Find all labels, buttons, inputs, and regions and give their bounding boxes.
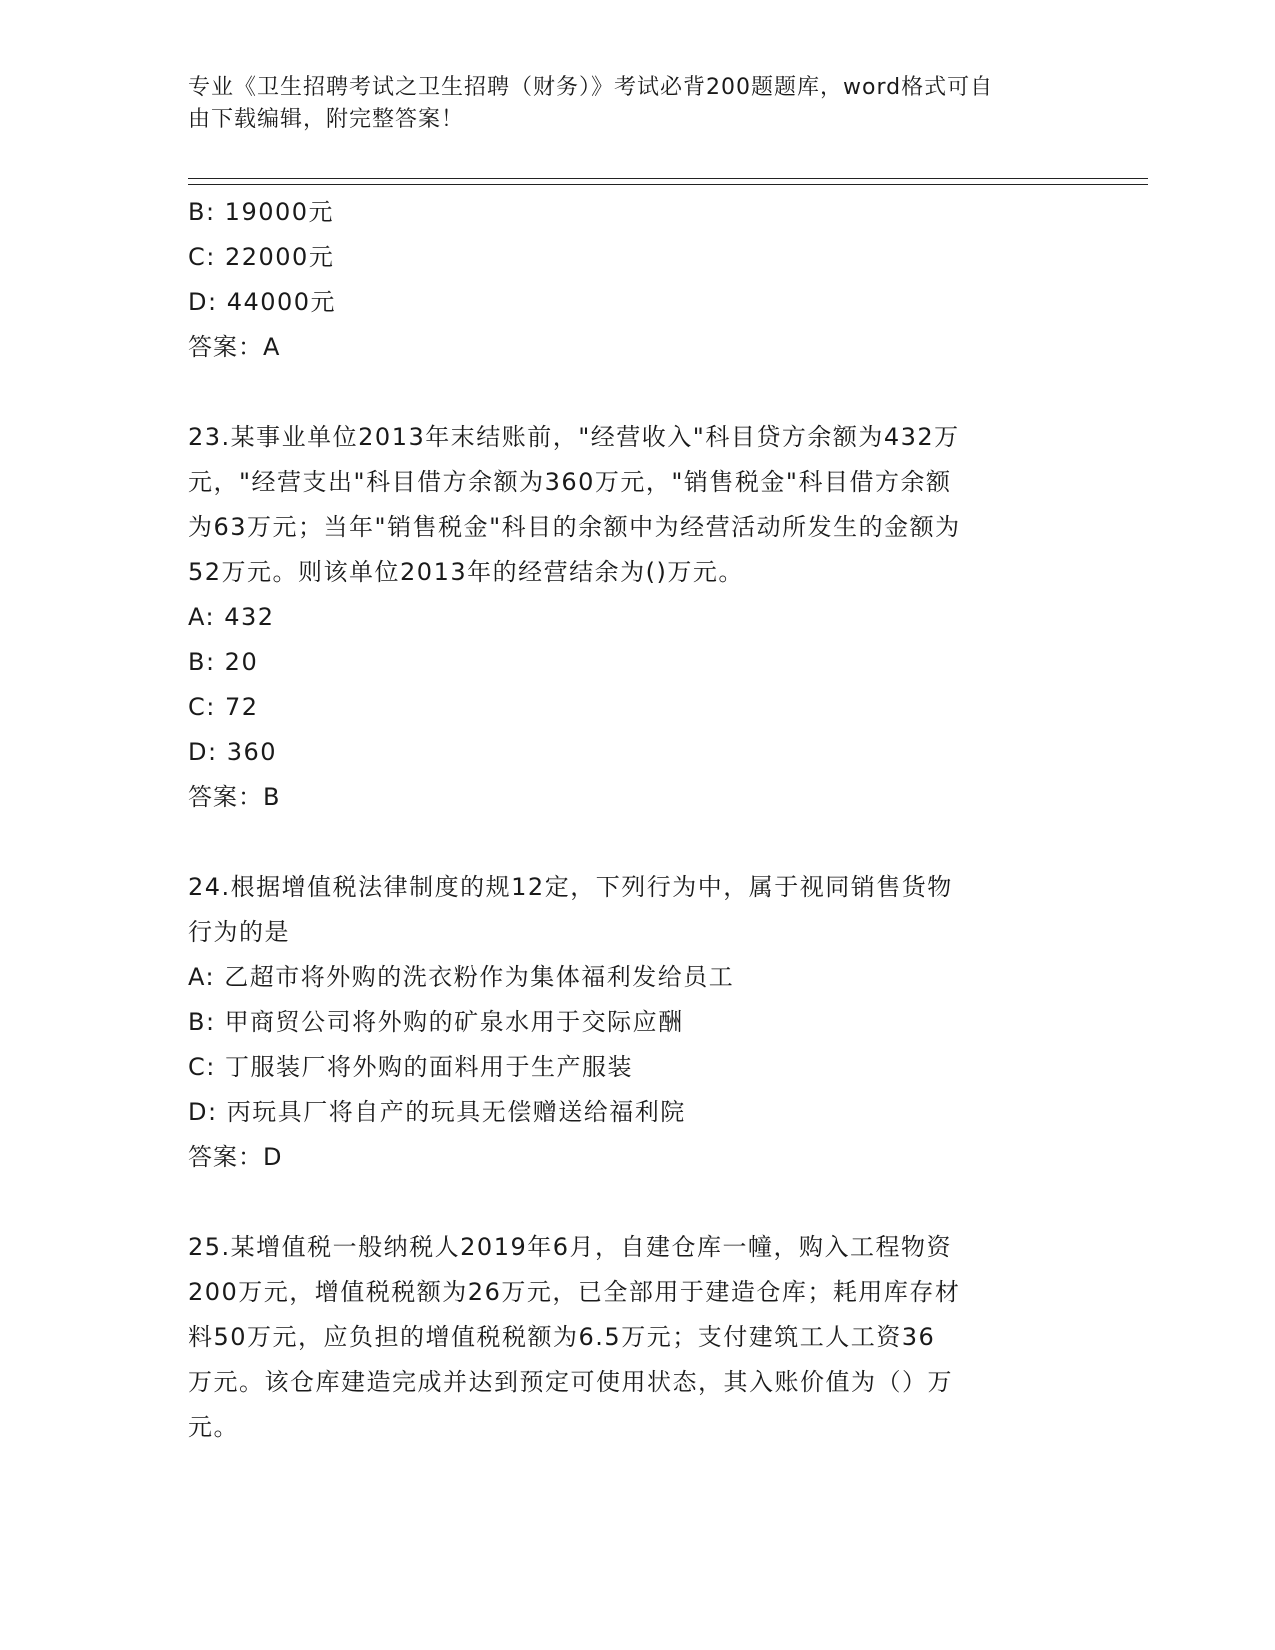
option-c: C: 22000元: [188, 243, 335, 271]
spacer: [188, 1180, 1088, 1225]
header-line-1: 专业《卫生招聘考试之卫生招聘（财务）》考试必背200题题库，word格式可自: [188, 75, 994, 100]
option-c: C: 丁服装厂将外购的面料用于生产服装: [188, 1053, 633, 1081]
question-text-line: 万元。该仓库建造完成并达到预定可使用状态，其入账价值为（）万: [188, 1368, 953, 1396]
header-divider: [188, 178, 1148, 185]
header-line-2: 由下载编辑，附完整答案！: [188, 107, 465, 132]
question-25: [188, 1225, 1088, 1450]
spacer: [188, 820, 1088, 865]
answer-label: 答案：A: [188, 333, 281, 361]
question-text-line: 200万元，增值税税额为26万元，已全部用于建造仓库；耗用库存材: [188, 1278, 961, 1306]
option-b: B: 19000元: [188, 198, 335, 226]
question-24: [188, 865, 1088, 1180]
option-d: D: 44000元: [188, 288, 337, 316]
answer-label: 答案：B: [188, 783, 281, 811]
option-c: C: 72: [188, 693, 259, 721]
option-b: B: 甲商贸公司将外购的矿泉水用于交际应酬: [188, 1008, 684, 1036]
option-b: B: 20: [188, 648, 259, 676]
question-text-line: 料50万元，应负担的增值税税额为6.5万元；支付建筑工人工资36: [188, 1323, 936, 1351]
question-text-line: 元。: [188, 1413, 239, 1441]
question-text-line: 元，"经营支出"科目借方余额为360万元，"销售税金"科目借方余额: [188, 468, 952, 496]
option-d: D: 360: [188, 738, 278, 766]
document-header: [188, 72, 1088, 136]
question-text-line: 52万元。则该单位2013年的经营结余为()万元。: [188, 558, 744, 586]
question-text-line: 23.某事业单位2013年末结账前，"经营收入"科目贷方余额为432万: [188, 423, 960, 451]
question-text-line: 24.根据增值税法律制度的规12定，下列行为中，属于视同销售货物: [188, 873, 953, 901]
option-d: D: 丙玩具厂将自产的玩具无偿赠送给福利院: [188, 1098, 686, 1126]
question-22-tail: [188, 190, 1088, 370]
question-text-line: 为63万元；当年"销售税金"科目的余额中为经营活动所发生的金额为: [188, 513, 961, 541]
question-23: [188, 415, 1088, 820]
question-text-line: 25.某增值税一般纳税人2019年6月，自建仓库一幢，购入工程物资: [188, 1233, 953, 1261]
spacer: [188, 370, 1088, 415]
answer-label: 答案：D: [188, 1143, 283, 1171]
document-body: [188, 190, 1088, 1450]
option-a: A: 乙超市将外购的洗衣粉作为集体福利发给员工: [188, 963, 735, 991]
question-text-line: 行为的是: [188, 918, 290, 946]
option-a: A: 432: [188, 603, 275, 631]
